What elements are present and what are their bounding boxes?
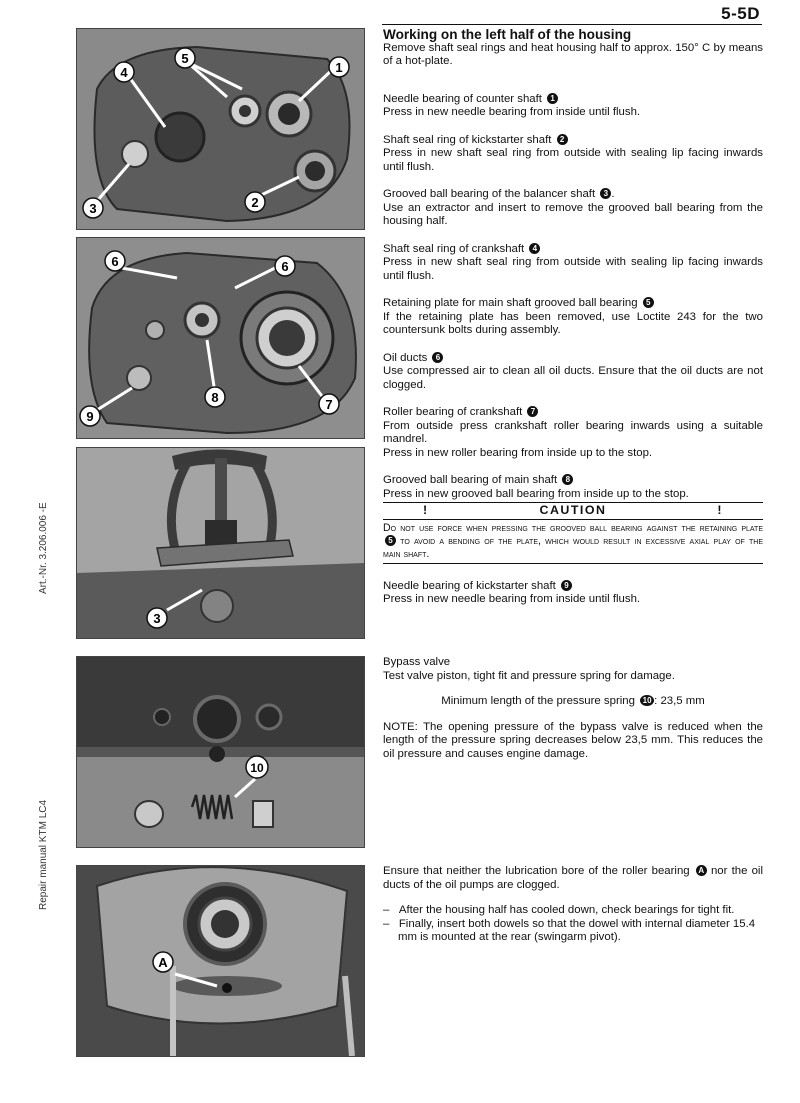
side-manual-title: Repair manual KTM LC4 xyxy=(38,799,49,910)
bullet-6: 6 xyxy=(432,352,443,363)
item-4-body: Press in new shaft seal ring from outside with sealing lip facing inwards until flush. xyxy=(383,256,763,282)
section-bypass-valve xyxy=(383,656,763,761)
caution-text: Do not use force when pressing the grooved ball bearing against the retaining plate 5 to avoid a bending of the plate, which would result in excessive axial play of the main shaft. xyxy=(383,522,763,564)
bypass-line1: Test valve piston, tight fit and pressure spring for damage. xyxy=(383,669,675,682)
item-2-head: Shaft seal ring of kickstarter shaft 2 xyxy=(383,134,763,148)
callout-4 xyxy=(114,62,134,82)
callout-5 xyxy=(175,48,195,68)
bullet-5: 5 xyxy=(643,297,654,308)
item-7-body-2: Press in new roller bearing from inside up to the stop. xyxy=(383,446,653,459)
bullet-1: 1 xyxy=(547,93,558,104)
svg-text:2: 2 xyxy=(251,195,259,210)
bullet-3: 3 xyxy=(600,188,611,199)
svg-text:7: 7 xyxy=(325,397,333,412)
side-art-number: Art.-Nr. 3.206.006 -E xyxy=(38,502,49,594)
caution-heading xyxy=(383,502,763,520)
svg-text:A: A xyxy=(158,955,168,970)
svg-text:3: 3 xyxy=(89,201,97,216)
item-1-head: Needle bearing of counter shaft 1 xyxy=(383,93,763,107)
callout-7 xyxy=(319,394,339,414)
item-5-head: Retaining plate for main shaft grooved ball bearing 5 xyxy=(383,297,763,311)
item-6-body: Use compressed air to clean all oil ducts. Ensure that the oil ducts are not clogged. xyxy=(383,365,763,391)
svg-text:8: 8 xyxy=(211,390,219,405)
bypass-note: NOTE: The opening pressure of the bypass valve is reduced when the length of the pressure spring decreases below 23,5 mm. This reduces the oil pressure and causes engine damage. xyxy=(383,720,763,760)
item-1-body: Press in new needle bearing from inside until flush. xyxy=(383,106,641,118)
photo-bypass-valve-drawing xyxy=(77,657,364,847)
item-4-head: Shaft seal ring of crankshaft 4 xyxy=(383,243,763,257)
item-3-head: Grooved ball bearing of the balancer shaft 3 . xyxy=(383,188,615,200)
bullet-item-1: – After the housing half has cooled down, check bearings for tight fit. xyxy=(383,904,735,916)
svg-text:10: 10 xyxy=(250,761,264,775)
bullet-A: A xyxy=(696,865,707,876)
caution-title: CAUTION xyxy=(539,503,607,517)
callout-3 xyxy=(83,198,103,218)
caution-excl-left: ! xyxy=(423,503,429,517)
photo-housing-left-2 xyxy=(76,237,365,439)
svg-text:6: 6 xyxy=(281,259,289,274)
final-check-line: Ensure that neither the lubrication bore of the roller bearing A nor the oil ducts of the oil pumps are clogged. xyxy=(383,865,763,891)
section-left-housing xyxy=(383,28,763,607)
photo-roller-bearing-drawing xyxy=(77,866,364,1056)
item-3-body: Use an extractor and insert to remove the grooved ball bearing from the housing half. xyxy=(383,201,763,227)
callout-9 xyxy=(80,406,100,426)
bullet-2: 2 xyxy=(557,134,568,145)
svg-text:6: 6 xyxy=(111,254,119,269)
photo-bypass-valve xyxy=(76,656,365,848)
svg-text:4: 4 xyxy=(120,65,128,80)
page-number: 5-5D xyxy=(721,4,760,23)
item-7-head: Roller bearing of crankshaft 7 xyxy=(383,406,763,420)
callout-1 xyxy=(329,57,349,77)
section-title: Working on the left half of the housing xyxy=(383,27,632,42)
callout-10 xyxy=(246,756,268,778)
callout-6b xyxy=(275,256,295,276)
callout-2 xyxy=(245,192,265,212)
item-6-head: Oil ducts 6 xyxy=(383,352,763,366)
bullet-10: 10 xyxy=(640,695,654,706)
caution-excl-right: ! xyxy=(717,503,723,517)
svg-text:3: 3 xyxy=(153,611,161,626)
callout-3-extractor xyxy=(147,608,167,628)
callout-6a xyxy=(105,251,125,271)
svg-text:9: 9 xyxy=(86,409,94,424)
bypass-title: Bypass valve xyxy=(383,656,451,668)
photo-housing-left-2-drawing xyxy=(77,238,364,438)
svg-text:1: 1 xyxy=(335,60,343,75)
item-8-head: Grooved ball bearing of main shaft 8 xyxy=(383,474,763,488)
photo-extractor xyxy=(76,447,365,639)
callout-A xyxy=(153,952,173,972)
photo-housing-left-1-drawing xyxy=(77,29,364,229)
callout-8 xyxy=(205,387,225,407)
bullet-7: 7 xyxy=(527,406,538,417)
item-7-body: From outside press crankshaft roller bearing inwards using a suitable mandrel. xyxy=(383,419,763,445)
photo-housing-left-1 xyxy=(76,28,365,230)
item-8-body: Press in new grooved ball bearing from inside up to the stop. xyxy=(383,487,689,500)
photo-roller-bearing xyxy=(76,865,365,1057)
bullet-9: 9 xyxy=(561,580,572,591)
photo-extractor-drawing xyxy=(77,448,364,638)
item-2-body: Press in new shaft seal ring from outside with sealing lip facing inwards until flush. xyxy=(383,147,763,173)
bullet-8: 8 xyxy=(562,474,573,485)
bullet-item-2: – Finally, insert both dowels so that the dowel with internal diameter 15.4 mm is mounted at the rear (swingarm pivot). xyxy=(383,917,756,943)
bypass-min-length: Minimum length of the pressure spring 10 : 23,5 mm xyxy=(441,695,705,707)
svg-text:5: 5 xyxy=(181,51,189,66)
section-final-checks xyxy=(383,865,763,945)
valve-piston xyxy=(135,801,163,827)
bullet-4: 4 xyxy=(529,243,540,254)
item-9-head: Needle bearing of kickstarter shaft 9 xyxy=(383,580,763,594)
section-intro: Remove shaft seal rings and heat housing half to approx. 150° C by means of a hot-plate. xyxy=(383,41,763,67)
caution-bullet-5: 5 xyxy=(385,535,396,546)
header-rule xyxy=(382,24,762,25)
item-5-body: If the retaining plate has been removed, use Loctite 243 for the two countersunk bolts during assembly. xyxy=(383,310,763,336)
item-9-body: Press in new needle bearing from inside until flush. xyxy=(383,593,641,605)
